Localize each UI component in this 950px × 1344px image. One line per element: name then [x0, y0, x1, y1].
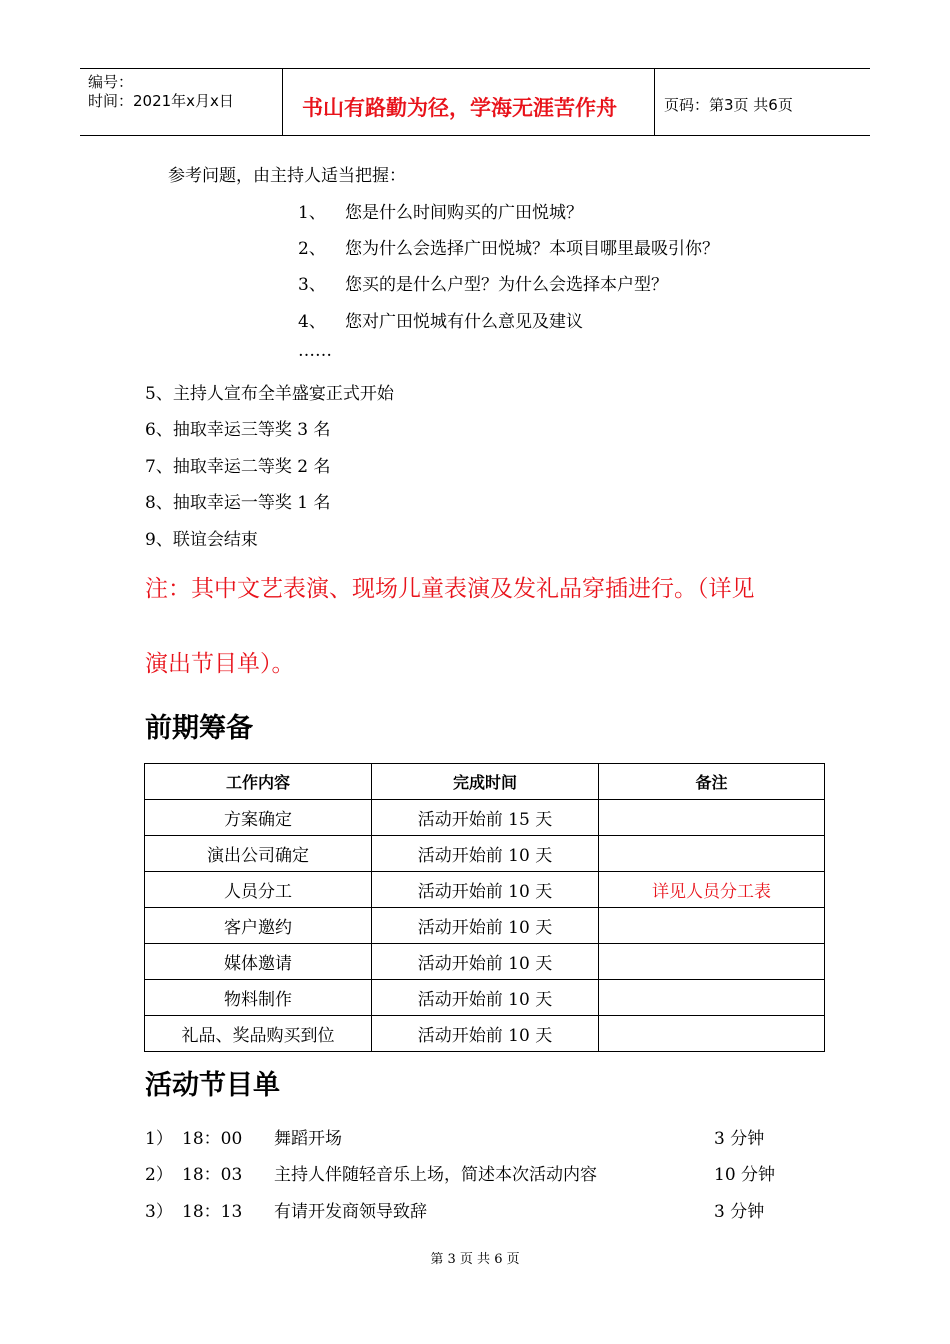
column-header-remark: 备注	[599, 764, 825, 800]
remark-cell	[599, 908, 825, 944]
prep-heading: 前期筹备	[145, 713, 253, 744]
program-time: 18：00	[182, 1129, 243, 1149]
time-cell: 活动开始前 10 天	[372, 944, 599, 980]
header-number-label: 编号：	[88, 73, 134, 91]
remark-cell	[599, 1016, 825, 1052]
time-cell: 活动开始前 10 天	[372, 980, 599, 1016]
header-time-label: 时间：2021年x月x日	[88, 92, 234, 110]
program-content: 有请开发商领导致辞	[274, 1202, 427, 1222]
task-cell: 媒体邀请	[145, 944, 372, 980]
column-header-task: 工作内容	[145, 764, 372, 800]
table-row	[145, 836, 825, 872]
note-line-1: 注：其中文艺表演、现场儿童表演及发礼品穿插进行。（详见	[145, 576, 755, 602]
program-duration: 10 分钟	[714, 1165, 776, 1185]
questions-ellipsis: ……	[298, 341, 332, 361]
time-cell: 活动开始前 10 天	[372, 1016, 599, 1052]
table-header-row	[145, 764, 825, 800]
step-item: 6、抽取幸运三等奖 3 名	[145, 420, 331, 440]
program-content: 主持人伴随轻音乐上场，简述本次活动内容	[274, 1165, 597, 1185]
program-duration: 3 分钟	[714, 1129, 765, 1149]
remark-cell	[599, 800, 825, 836]
question-number: 1、	[298, 203, 326, 223]
header-motto: 书山有路勤为径，学海无涯苦作舟	[302, 96, 617, 120]
header-divider-right	[654, 69, 655, 135]
program-time: 18：13	[182, 1202, 243, 1222]
step-item: 8、抽取幸运一等奖 1 名	[145, 493, 331, 513]
task-cell: 演出公司确定	[145, 836, 372, 872]
time-cell: 活动开始前 10 天	[372, 836, 599, 872]
step-item: 5、主持人宣布全羊盛宴正式开始	[145, 384, 394, 404]
time-cell: 活动开始前 15 天	[372, 800, 599, 836]
step-item: 9、联谊会结束	[145, 530, 258, 550]
table-row	[145, 1016, 825, 1052]
time-cell: 活动开始前 10 天	[372, 908, 599, 944]
step-item: 7、抽取幸运二等奖 2 名	[145, 457, 331, 477]
header-divider-left	[282, 69, 283, 135]
task-cell: 方案确定	[145, 800, 372, 836]
question-text: 您为什么会选择广田悦城？本项目哪里最吸引你？	[345, 239, 719, 259]
table-row	[145, 908, 825, 944]
task-cell: 礼品、奖品购买到位	[145, 1016, 372, 1052]
task-cell: 物料制作	[145, 980, 372, 1016]
remark-cell	[599, 836, 825, 872]
program-number: 3）	[145, 1202, 173, 1222]
question-number: 4、	[298, 312, 326, 332]
task-cell: 人员分工	[145, 872, 372, 908]
header-bottom-rule	[80, 135, 870, 136]
note-line-2: 演出节目单）。	[145, 651, 295, 677]
question-text: 您买的是什么户型？为什么会选择本户型？	[345, 275, 668, 295]
table-row	[145, 944, 825, 980]
remark-cell: 详见人员分工表	[599, 872, 825, 908]
question-number: 3、	[298, 275, 326, 295]
remark-cell	[599, 980, 825, 1016]
table-row	[145, 980, 825, 1016]
program-number: 2）	[145, 1165, 173, 1185]
table-row	[145, 800, 825, 836]
header-page-label: 页码：第3页 共6页	[664, 96, 793, 114]
question-number: 2、	[298, 239, 326, 259]
questions-intro: 参考问题，由主持人适当把握：	[168, 166, 406, 186]
task-cell: 客户邀约	[145, 908, 372, 944]
program-number: 1）	[145, 1129, 173, 1149]
time-cell: 活动开始前 10 天	[372, 872, 599, 908]
table-row	[145, 872, 825, 908]
question-text: 您是什么时间购买的广田悦城？	[345, 203, 583, 223]
page-footer: 第 3 页 共 6 页	[430, 1252, 520, 1267]
program-time: 18：03	[182, 1165, 243, 1185]
column-header-time: 完成时间	[372, 764, 599, 800]
program-duration: 3 分钟	[714, 1202, 765, 1222]
remark-cell	[599, 944, 825, 980]
prep-table	[144, 763, 825, 1052]
program-content: 舞蹈开场	[274, 1129, 342, 1149]
program-heading: 活动节目单	[145, 1070, 280, 1101]
question-text: 您对广田悦城有什么意见及建议	[345, 312, 583, 332]
header-top-rule	[80, 68, 870, 69]
